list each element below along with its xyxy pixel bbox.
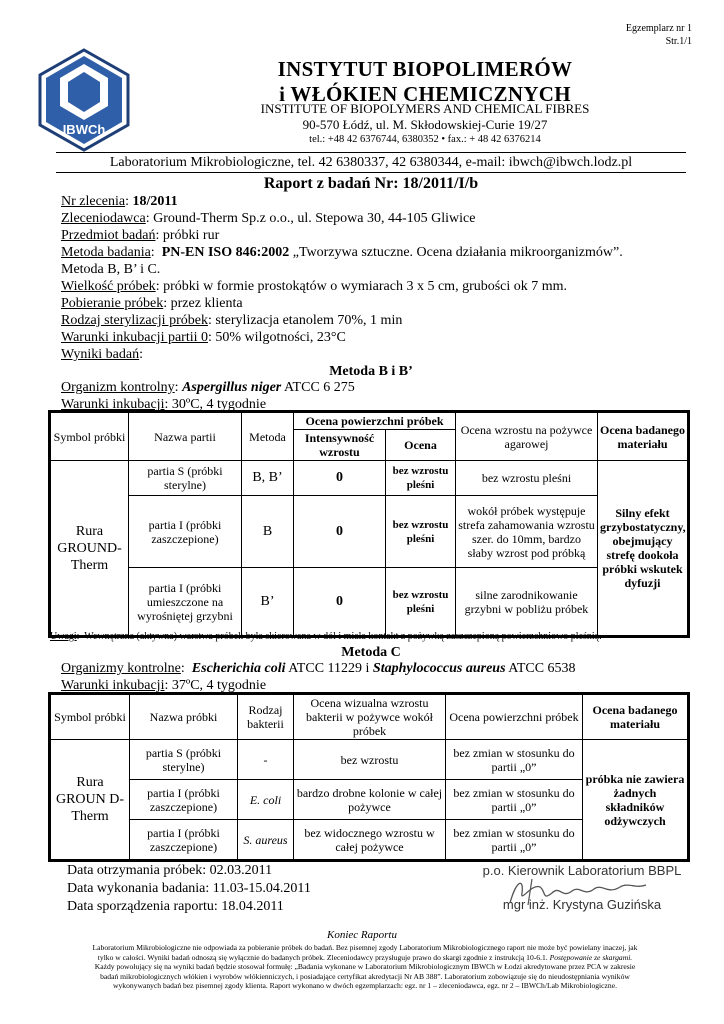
dates-block [67, 862, 311, 916]
row-visual: bardzo drobne kolonie w całej pożywce [294, 780, 446, 820]
footer-line: tylko w całości. Wyniki badań odnoszą się wyłącznie do badanych próbek. Zleceniodawcy przysługuje prawo do skargi zgodnie z instrukcją 10-6.1. Postępowanie ze skargami. [97, 952, 633, 962]
header-agar: Ocena wzrostu na pożywce agarowej [456, 413, 598, 461]
method-line: Metoda badania: PN-EN ISO 846:2002 „Tworzywa sztuczne. Ocena działania mikroorganizmów”. [61, 245, 623, 260]
order-line: Nr zlecenia: 18/2011 [61, 194, 178, 209]
sterilization-line: Rodzaj sterylizacji próbek: sterylizacja etanolem 70%, 1 min [61, 313, 403, 328]
date-tested: Data wykonania badania: 11.03-15.04.2011 [67, 881, 311, 896]
method-b-info [61, 379, 691, 413]
institute-name-en: INSTITUTE OF BIOPOLYMERS AND CHEMICAL FIBRES [260, 101, 590, 116]
row-surface: bez zmian w stosunku do partii „0” [446, 780, 583, 820]
row-bacteria: E. coli [238, 780, 294, 820]
incubation-b-line: Warunki inkubacji: 30ºC, 4 tygodnie [61, 397, 267, 412]
date-received: Data otrzymania próbek: 02.03.2011 [67, 863, 273, 878]
row-rating: bez wzrostu pleśni [386, 496, 456, 568]
row-method: B, B’ [242, 461, 294, 496]
remarks: Uwagi: Wewnętrzna (aktywna) warstwa próbek była skierowana w dół i miała kontakt z pożywką zaszczepioną powierzchniowo pleśnią. [50, 631, 602, 642]
row-surface: bez zmian w stosunku do partii „0” [446, 820, 583, 860]
incubation0-line: Warunki inkubacji partii 0: 50% wilgotności, 23°C [61, 330, 346, 345]
footer-line: Laboratorium Mikrobiologiczne nie odpowiada za pobieranie próbek do badań. Bez pisemnej zgody Laboratorium Mikrobiologicznego raport nie może być powielany inaczej, jak [92, 943, 638, 952]
row-intensity: 0 [294, 461, 386, 496]
sample-symbol: Rura GROUN D-Therm [51, 740, 130, 860]
ibwch-logo [38, 48, 130, 152]
method-b-title: Metoda B i B’ [329, 364, 413, 379]
row-agar: wokół próbek występuje strefa zahamowania wzrostu szer. do 10mm, bardzo słaby wzrost pod próbką [456, 496, 598, 568]
header-visual: Ocena wizualna wzrostu bakterii w pożywce wokół próbek [294, 695, 446, 740]
method-c-info [61, 660, 691, 694]
header-rating: Ocena [386, 430, 456, 461]
row-part: partia I (próbki zaszczepione) [129, 496, 242, 568]
date-issued: Data sporządzenia raportu: 18.04.2011 [67, 899, 284, 914]
table-row [51, 740, 688, 780]
row-intensity: 0 [294, 568, 386, 636]
header-part: Nazwa partii [129, 413, 242, 461]
row-surface: bez zmian w stosunku do partii „0” [446, 740, 583, 780]
incubation-c-line: Warunki inkubacji: 37ºC, 4 tygodnie [61, 678, 267, 693]
header-material: Ocena badanego materiału [583, 695, 688, 740]
copy-label: Egzemplarz nr 1 [625, 23, 692, 34]
header-surface: Ocena powierzchni próbek [446, 695, 583, 740]
row-part: partia I (próbki umieszczone na wyrośniętej grzybni [129, 568, 242, 636]
method-c-title: Metoda C [341, 645, 401, 660]
table-row [51, 496, 688, 568]
institute-name-pl [150, 57, 700, 107]
subject-line: Przedmiot badań: próbki rur [61, 228, 220, 243]
header-material: Ocena badanego materiału [598, 413, 688, 461]
row-rating: bez wzrostu pleśni [386, 461, 456, 496]
lab-contact: Laboratorium Mikrobiologiczne, tel. 42 6380337, 42 6380344, e-mail: ibwch@ibwch.lodz.pl [109, 155, 633, 170]
footer-disclaimer [36, 943, 694, 991]
institute-name-line2: i WŁÓKIEN CHEMICZNYCH [279, 82, 571, 106]
footer-line: badań mikrobiologicznych włókien i wyrobów włókienniczych, i posiadające certyfikat akredytacji Nr AB 388”. Laboratorium zobowiązuje się do nieudostępniania wyników [100, 971, 630, 981]
row-rating: bez wzrostu pleśni [386, 568, 456, 636]
row-intensity: 0 [294, 496, 386, 568]
table-row [51, 568, 688, 636]
report-title: Raport z badań Nr: 18/2011/I/b [263, 175, 479, 192]
client-line: Zleceniodawca: Ground-Therm Sp.z o.o., ul. Stepowa 30, 44-105 Gliwice [61, 211, 476, 226]
results-line: Wyniki badań: [61, 347, 143, 362]
header-bacteria: Rodzaj bakterii [238, 695, 294, 740]
method-c-table [50, 694, 688, 860]
lab-rule [56, 172, 686, 173]
row-bacteria: - [238, 740, 294, 780]
organism-line: Organizm kontrolny: Aspergillus niger ATCC 6 275 [61, 380, 355, 395]
row-agar: silne zarodnikowanie grzybni w pobliżu próbek [456, 568, 598, 636]
row-part: partia S (próbki sterylne) [129, 461, 242, 496]
logo-text: IBWCh [62, 122, 106, 137]
footer-line: Każdy powołujący się na wyniki badań będzie stosował formułę: „Badania wykonane w Laboratorium Mikrobiologicznym IBWCh w Łodzi akredytowane przez PCA w zakresie [94, 962, 636, 972]
header-symbol: Symbol próbki [51, 695, 130, 740]
row-method: B [242, 496, 294, 568]
row-agar: bez wzrostu pleśni [456, 461, 598, 496]
method-b-table [50, 412, 688, 636]
method-line2: Metoda B, B’ i C. [61, 262, 161, 277]
header-method: Metoda [242, 413, 294, 461]
copy-number [626, 22, 692, 48]
report-info [61, 193, 691, 363]
institute-address: 90-570 Łódź, ul. M. Skłodowskiej-Curie 19/27 [302, 117, 548, 132]
footer-line: wykonywanych badań bez pisemnej zgody klienta. Raport wykonano w dwóch egzemplarzach: egz. nr 1 – zleceniodawca, egz. nr 2 – IBWCh/Lab Mikrobiologiczne. [113, 981, 617, 991]
header-sample: Nazwa próbki [130, 695, 238, 740]
row-visual: bez widocznego wzrostu w całej pożywce [294, 820, 446, 860]
header-symbol: Symbol próbki [51, 413, 129, 461]
row-bacteria: S. aureus [238, 820, 294, 860]
row-sample: partia S (próbki sterylne) [130, 740, 238, 780]
signature-name: mgr inż. Krystyna Guzińska [502, 897, 662, 912]
sample-symbol: Rura GROUND-Therm [51, 461, 129, 636]
institute-phones: tel.: +48 42 6376744, 6380352 • fax.: + 48 42 6376214 [309, 134, 541, 145]
header-surface: Ocena powierzchni próbek [294, 413, 456, 430]
sampling-line: Pobieranie próbek: przez klienta [61, 296, 243, 311]
signature-block [472, 863, 692, 915]
size-line: Wielkość próbek: próbki w formie prostokątów o wymiarach 3 x 5 cm, grubości ok 7 mm. [61, 279, 568, 294]
organisms-line: Organizmy kontrolne: Escherichia coli ATCC 11229 i Staphylococcus aureus ATCC 6538 [61, 661, 576, 676]
row-method: B’ [242, 568, 294, 636]
report-end: Koniec Raportu [327, 929, 397, 941]
header-rule [56, 152, 686, 153]
signature-title: p.o. Kierownik Laboratorium BBPL [482, 863, 682, 878]
material-assessment: Silny efekt grzybostatyczny, obejmujący strefę dookoła próbki wskutek dyfuzji [598, 461, 688, 636]
page-label: Str.1/1 [665, 36, 692, 47]
material-assessment: próbka nie zawiera żadnych składników odżywczych [583, 740, 688, 860]
row-sample: partia I (próbki zaszczepione) [130, 780, 238, 820]
row-sample: partia I (próbki zaszczepione) [130, 820, 238, 860]
row-visual: bez wzrostu [294, 740, 446, 780]
institute-name-line1: INSTYTUT BIOPOLIMERÓW [277, 57, 573, 81]
header-intensity: Intensywność wzrostu [294, 430, 386, 461]
table-row [51, 461, 688, 496]
